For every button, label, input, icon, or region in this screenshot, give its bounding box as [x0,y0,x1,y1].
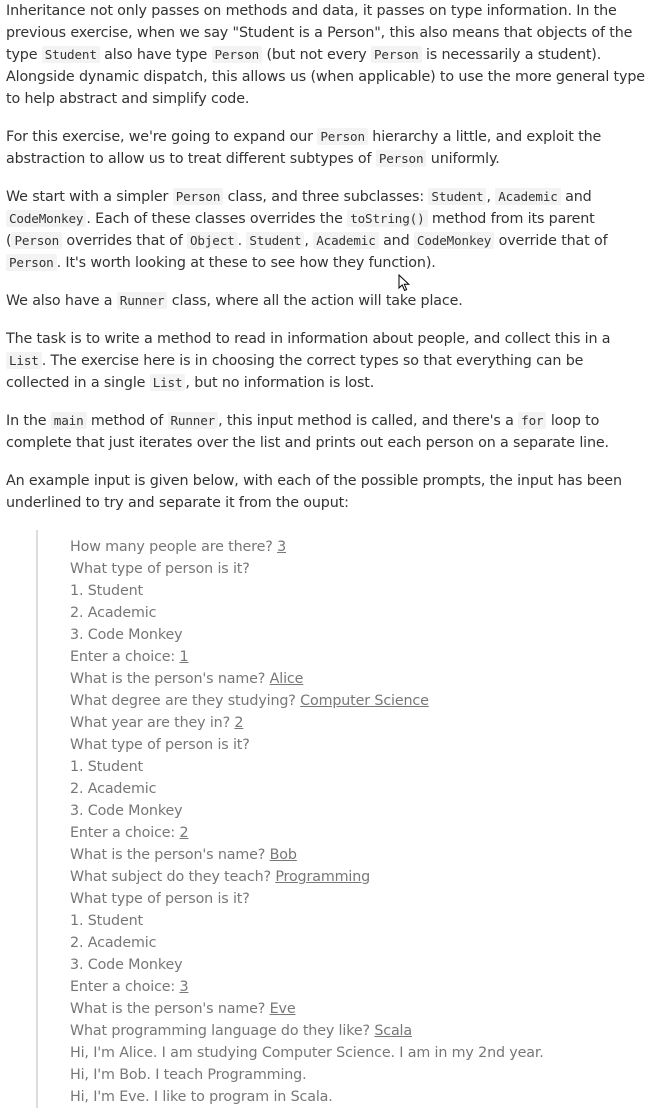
example-line: What is the person's name? Alice [70,671,304,687]
example-line: What year are they in? 2 [70,715,244,731]
code-academic: Academic [313,232,378,249]
example-input: Eve [269,1001,296,1017]
example-line: Enter a choice: 1 [70,649,189,665]
example-line: What type of person is it? [70,561,250,577]
code-runner: Runner [117,292,168,309]
example-line: Hi, I'm Bob. I teach Programming. [70,1067,307,1083]
code-student: Student [42,46,100,63]
example-line: 1. Student [70,583,143,599]
example-line: What is the person's name? Eve [70,1001,296,1017]
code-person: Person [173,188,224,205]
example-io-blockquote [36,530,647,1108]
example-line: Enter a choice: 3 [70,979,189,995]
example-input: 1 [179,649,189,665]
example-line: How many people are there? 3 [70,539,287,555]
code-codemonkey: CodeMonkey [414,232,494,249]
paragraph-exercise-intro: For this exercise, we're going to expand our Person hierarchy a little, and exploit the abstraction to allow us to treat different subtypes of Person uniformly. [6,129,602,167]
example-line: 1. Student [70,759,143,775]
example-input: 2 [234,715,244,731]
example-input: Alice [269,671,304,687]
code-person: Person [317,128,368,145]
code-person: Person [212,46,263,63]
example-line: 2. Academic [70,605,157,621]
example-line: What type of person is it? [70,737,250,753]
paragraph-example-intro: An example input is given below, with each of the possible prompts, the input has been underlined to try and separate it from the ouput: [6,473,622,511]
example-line: Hi, I'm Alice. I am studying Computer Science. I am in my 2nd year. [70,1045,544,1061]
example-line: 2. Academic [70,781,157,797]
example-input: Programming [275,869,371,885]
code-codemonkey: CodeMonkey [6,210,86,227]
code-student: Student [246,232,304,249]
code-list: List [6,352,42,369]
example-line: 2. Academic [70,935,157,951]
code-student: Student [428,188,486,205]
example-line: What programming language do they like? Scala [70,1023,412,1039]
code-main: main [51,412,87,429]
mouse-pointer-icon [398,274,412,292]
code-person: Person [371,46,422,63]
example-input: 3 [179,979,189,995]
example-line: What type of person is it? [70,891,250,907]
example-line: 3. Code Monkey [70,803,183,819]
example-input: Bob [269,847,297,863]
code-for: for [518,412,546,429]
paragraph-main-method: In the main method of Runner , this input method is called, and there's a for loop to complete that just iterates over the list and prints out each person on a separate line. [6,413,609,451]
example-input: 2 [179,825,189,841]
code-person: Person [11,232,62,249]
code-list: List [150,374,186,391]
paragraph-runner: We also have a Runner class, where all the action will take place. [6,293,463,309]
code-runner: Runner [168,412,219,429]
code-tostring: toString() [347,210,427,227]
code-person: Person [376,150,427,167]
code-academic: Academic [495,188,560,205]
example-line: 3. Code Monkey [70,627,183,643]
paragraph-class-hierarchy: We start with a simpler Person class, and three subclasses: Student , Academic and CodeMonkey . Each of these classes overrides the toString() method from its parent ( Person overrides that of Object . Student , Academic and CodeMonkey override that of Person . It's worth looking at these to see how they function). [6,189,608,271]
example-line: 3. Code Monkey [70,957,183,973]
example-input: 3 [277,539,287,555]
example-input: Computer Science [300,693,429,709]
example-line: Hi, I'm Eve. I like to program in Scala. [70,1089,333,1105]
code-object: Object [187,232,238,249]
example-line: 1. Student [70,913,143,929]
example-line: What is the person's name? Bob [70,847,297,863]
code-person: Person [6,254,57,271]
paragraph-inheritance: Inheritance not only passes on methods and data, it passes on type information. In the previous exercise, when we say "Student is a Person", this also means that objects of the type Student also have type Person (but not every Person is necessarily a student). Alongside dynamic dispatch, this allows us (when applicable) to use the more general type to help abstract and simplify code. [6,3,645,107]
example-line: What degree are they studying? Computer Science [70,693,429,709]
example-line: Enter a choice: 2 [70,825,189,841]
example-line: What subject do they teach? Programming [70,869,371,885]
example-input: Scala [374,1023,412,1039]
paragraph-task: The task is to write a method to read in information about people, and collect this in a List . The exercise here is in choosing the correct types so that everything can be collected in a single List , but no information is lost. [6,331,611,391]
